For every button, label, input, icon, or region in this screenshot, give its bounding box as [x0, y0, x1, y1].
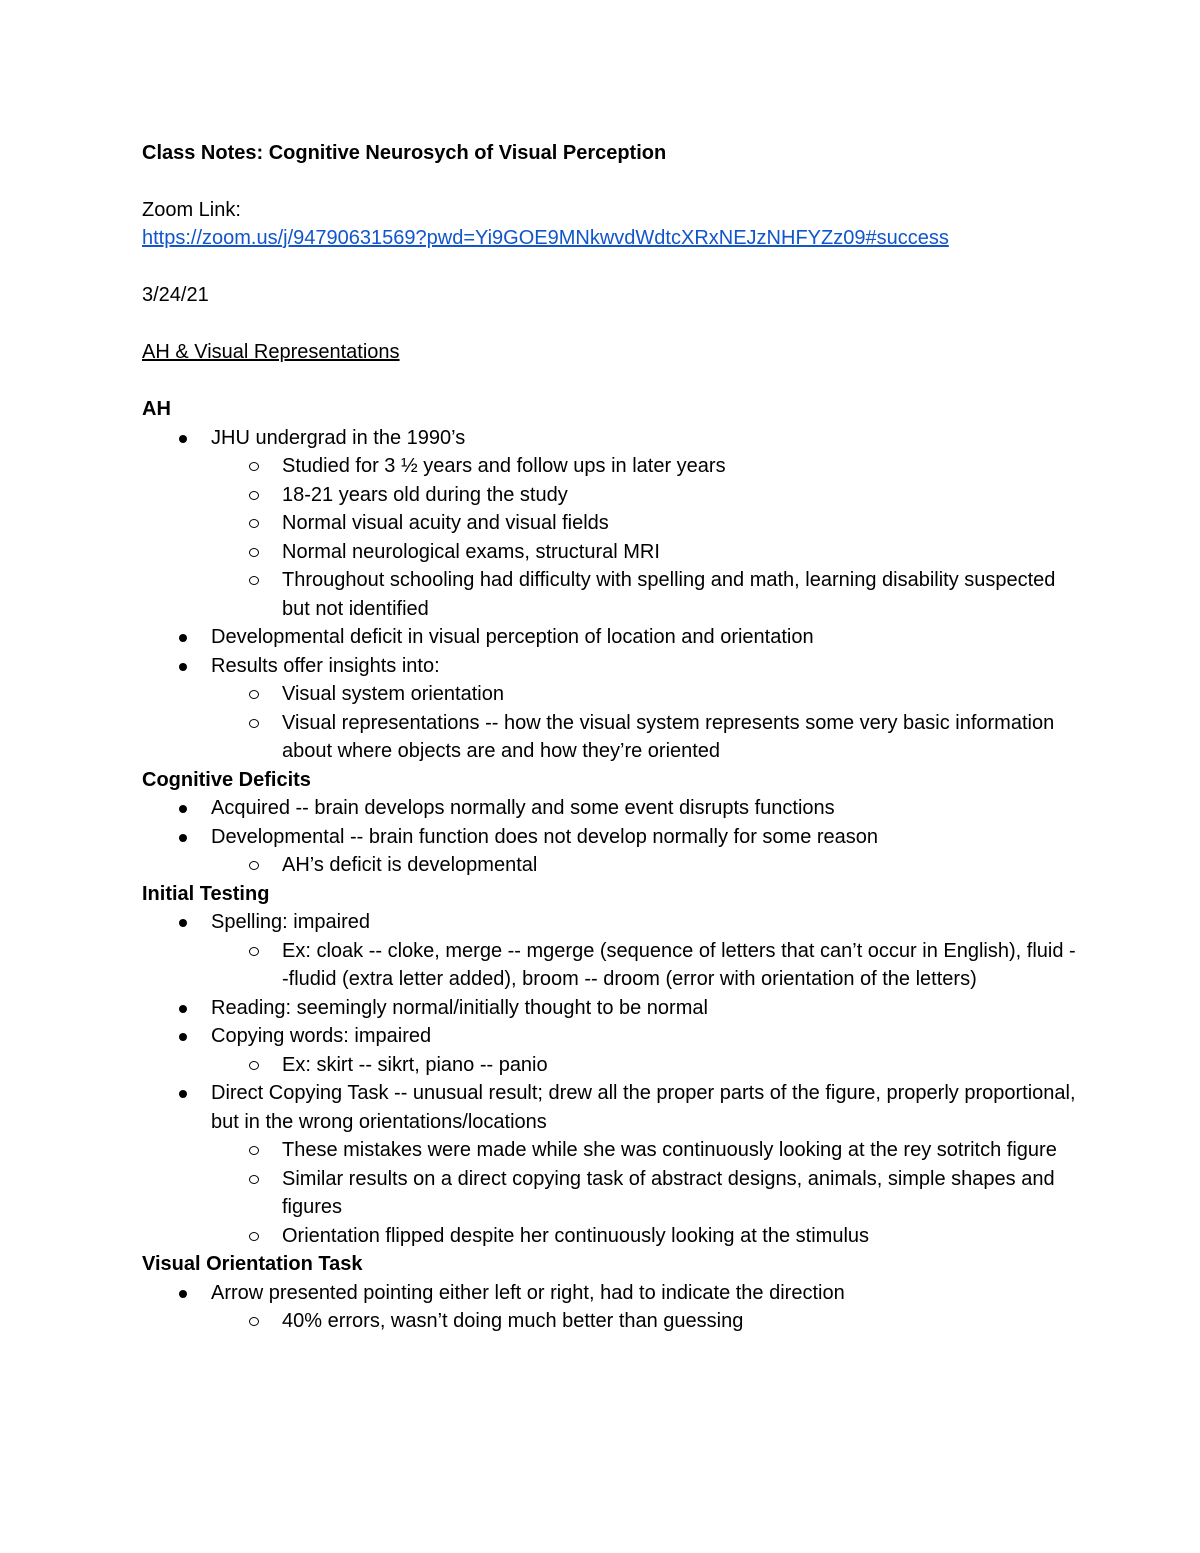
list-item: Reading: seemingly normal/initially thought to be normal	[142, 994, 1082, 1023]
hollow-bullet-icon	[249, 1175, 259, 1184]
list-item: Developmental -- brain function does not develop normally for some reason AH’s deficit is developmental	[142, 823, 1082, 880]
list-item: Spelling: impaired Ex: cloak -- cloke, merge -- mgerge (sequence of letters that can’t occur in English), fluid --fludid (extra letter added), broom -- droom (error with orientation of the letters)	[142, 908, 1082, 994]
bullet-icon	[179, 1290, 187, 1298]
hollow-bullet-icon	[249, 462, 259, 471]
date-text: 3/24/21	[142, 284, 209, 306]
hollow-bullet-icon	[249, 947, 259, 956]
sub-list	[211, 1136, 1082, 1250]
initial-testing-list	[142, 908, 1082, 1250]
list-item: Visual system orientation	[211, 680, 1082, 709]
list-item: Similar results on a direct copying task of abstract designs, animals, simple shapes and figures	[211, 1165, 1082, 1222]
list-item: Ex: skirt -- sikrt, piano -- panio	[211, 1051, 1082, 1080]
spacer	[142, 253, 1082, 282]
list-item: JHU undergrad in the 1990’s Studied for 3 ½ years and follow ups in later years 18-21 years old during the study Normal visual acuity and visual fields Normal neurological exams, structural MRI Throughout schooling had difficulty with spelling and math, learning disability suspected but not identified	[142, 424, 1082, 624]
list-item: 40% errors, wasn’t doing much better than guessing	[211, 1307, 1082, 1336]
list-item: Normal neurological exams, structural MRI	[211, 538, 1082, 567]
spacer	[142, 167, 1082, 196]
sub-list	[211, 851, 1082, 880]
bullet-icon	[179, 435, 187, 443]
heading-cognitive-deficits: Cognitive Deficits	[142, 768, 311, 791]
bullet-icon	[179, 919, 187, 927]
hollow-bullet-icon	[249, 719, 259, 728]
hollow-bullet-icon	[249, 519, 259, 528]
list-item: Developmental deficit in visual perception of location and orientation	[142, 623, 1082, 652]
hollow-bullet-icon	[249, 1232, 259, 1241]
heading-ah: AH	[142, 398, 171, 420]
visual-orientation-list	[142, 1279, 1082, 1336]
zoom-label: Zoom Link:	[142, 198, 241, 221]
hollow-bullet-icon	[249, 1061, 259, 1070]
list-item: Visual representations -- how the visual system represents some very basic information about where objects are and how they’re oriented	[211, 709, 1082, 766]
sub-list	[211, 1307, 1082, 1336]
hollow-bullet-icon	[249, 1146, 259, 1155]
hollow-bullet-icon	[249, 861, 259, 870]
list-item: Acquired -- brain develops normally and some event disrupts functions	[142, 794, 1082, 823]
list-item: 18-21 years old during the study	[211, 481, 1082, 510]
list-item: Studied for 3 ½ years and follow ups in later years	[211, 452, 1082, 481]
list-item: Arrow presented pointing either left or right, had to indicate the direction 40% errors, wasn’t doing much better than guessing	[142, 1279, 1082, 1336]
list-item: These mistakes were made while she was continuously looking at the rey sotritch figure	[211, 1136, 1082, 1165]
zoom-link[interactable]: https://zoom.us/j/94790631569?pwd=Yi9GOE9MNkwvdWdtcXRxNEJzNHFYZz09#success	[142, 227, 949, 249]
sub-list	[211, 937, 1082, 994]
bullet-icon	[179, 805, 187, 813]
hollow-bullet-icon	[249, 491, 259, 500]
list-item: Results offer insights into: Visual system orientation Visual representations -- how the visual system represents some very basic information about where objects are and how they’re oriented	[142, 652, 1082, 766]
heading-initial-testing: Initial Testing	[142, 882, 270, 905]
spacer	[142, 367, 1082, 396]
bullet-icon	[179, 1033, 187, 1041]
list-item: Direct Copying Task -- unusual result; drew all the proper parts of the figure, properly proportional, but in the wrong orientations/locations These mistakes were made while she was continuously looking at the rey sotritch figure Similar results on a direct copying task of abstract designs, animals, simple shapes and figures Orientation flipped despite her continuously looking at the stimulus	[142, 1079, 1082, 1250]
cognitive-deficits-list	[142, 794, 1082, 880]
sub-list	[211, 680, 1082, 766]
section-title: AH & Visual Representations	[142, 341, 400, 363]
bullet-icon	[179, 634, 187, 642]
ah-list	[142, 424, 1082, 766]
bullet-icon	[179, 1090, 187, 1098]
list-item: Throughout schooling had difficulty with spelling and math, learning disability suspected but not identified	[211, 566, 1082, 623]
list-item: Copying words: impaired Ex: skirt -- sikrt, piano -- panio	[142, 1022, 1082, 1079]
list-item: Orientation flipped despite her continuously looking at the stimulus	[211, 1222, 1082, 1251]
list-item: Normal visual acuity and visual fields	[211, 509, 1082, 538]
sub-list	[211, 452, 1082, 623]
hollow-bullet-icon	[249, 1317, 259, 1326]
hollow-bullet-icon	[249, 548, 259, 557]
page-title: Class Notes: Cognitive Neurosych of Visual Perception	[142, 142, 667, 164]
bullet-icon	[179, 834, 187, 842]
heading-visual-orientation: Visual Orientation Task	[142, 1253, 363, 1275]
spacer	[142, 310, 1082, 339]
document-page	[142, 139, 1082, 1336]
list-item: Ex: cloak -- cloke, merge -- mgerge (sequence of letters that can’t occur in English), fluid --fludid (extra letter added), broom -- droom (error with orientation of the letters)	[211, 937, 1082, 994]
bullet-icon	[179, 663, 187, 671]
bullet-icon	[179, 1005, 187, 1013]
sub-list	[211, 1051, 1082, 1080]
hollow-bullet-icon	[249, 690, 259, 699]
list-item: AH’s deficit is developmental	[211, 851, 1082, 880]
hollow-bullet-icon	[249, 576, 259, 585]
